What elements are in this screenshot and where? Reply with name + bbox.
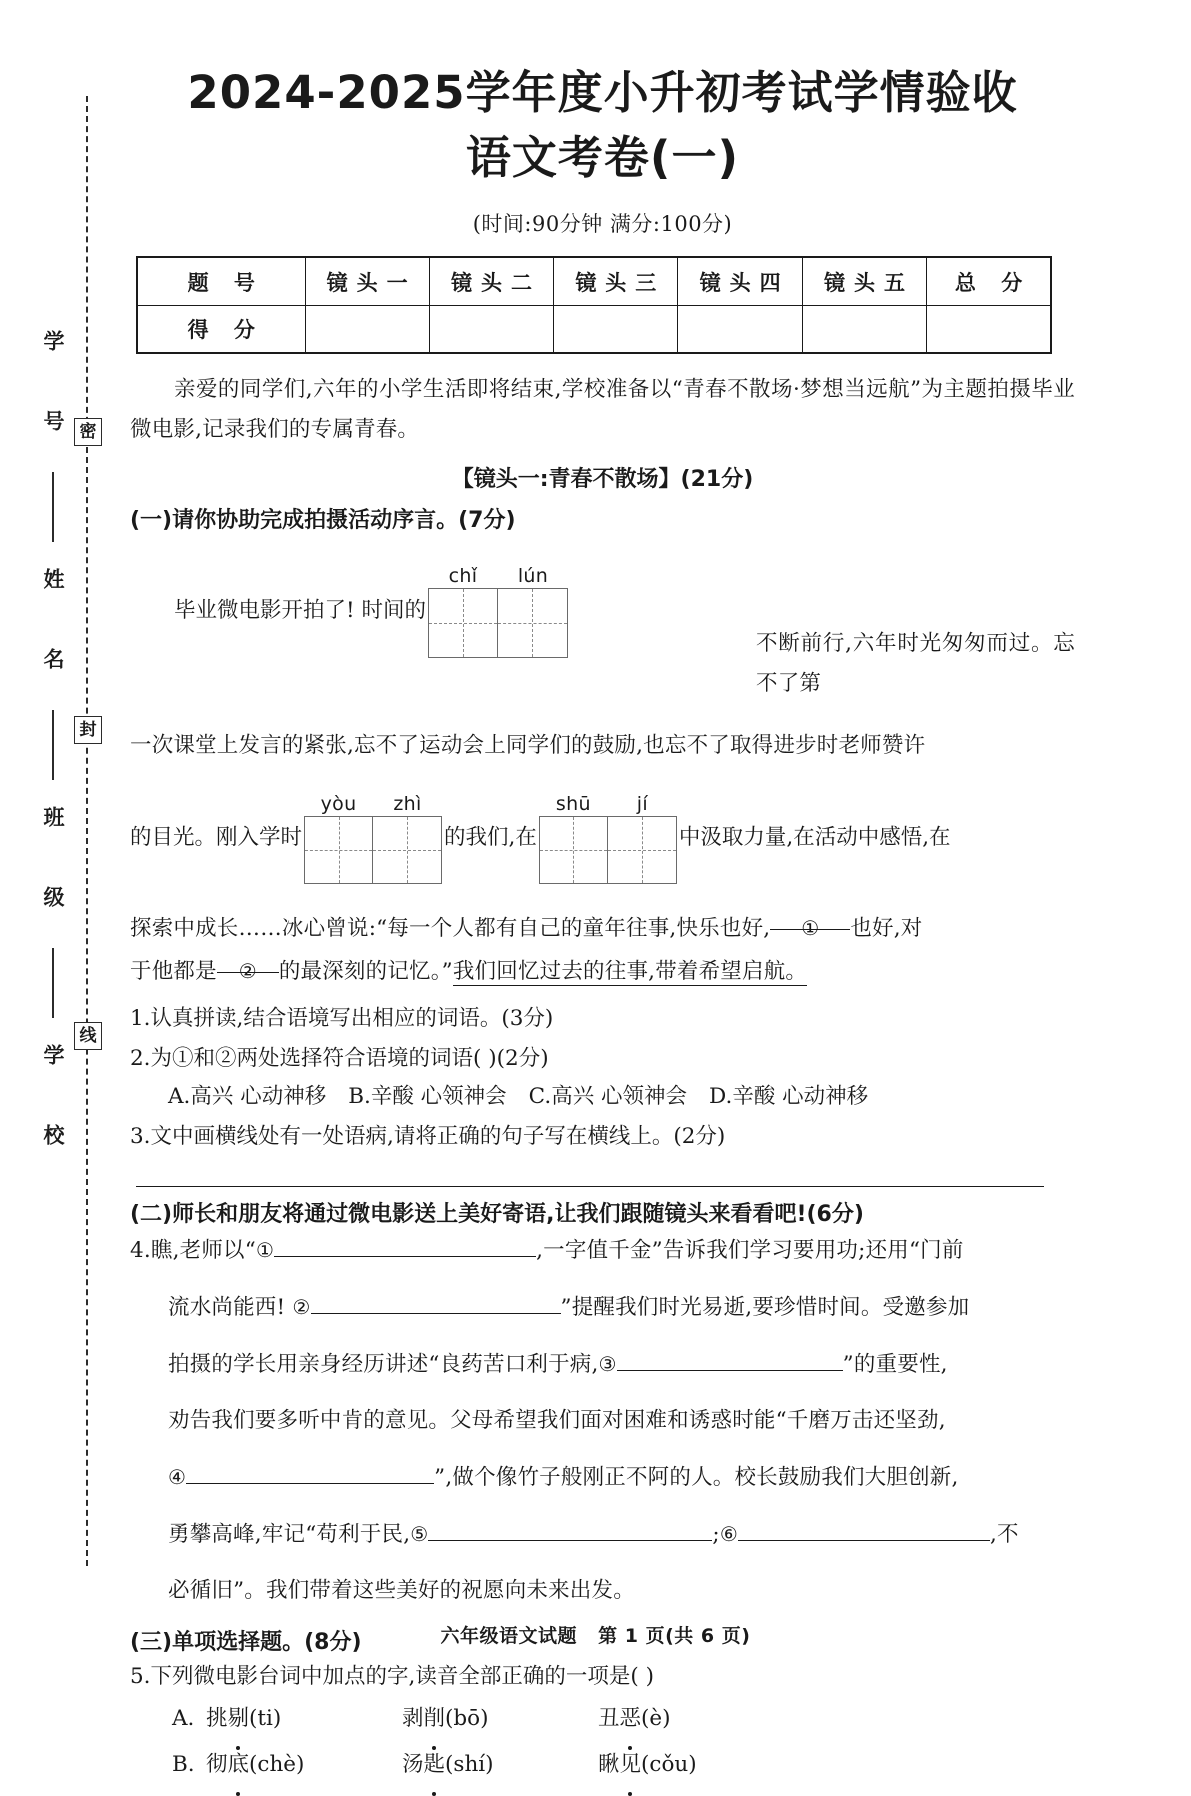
intro-paragraph: 亲爱的同学们,六年的小学生活即将结束,学校准备以“青春不散场·梦想当远航”为主题拍摄毕业微电影,记录我们的专属青春。 [130, 377, 1075, 443]
q4-blank-4[interactable] [186, 1462, 434, 1484]
q5-b-item-3-dotchar: 见 [620, 1742, 642, 1788]
part-two-heading: (二)师长和朋友将通过微电影送上美好寄语,让我们跟随镜头来看看吧!(6分) [130, 1202, 864, 1228]
q2-option-a[interactable]: A.高兴 心动神移 [168, 1084, 327, 1110]
q2-option-b[interactable]: B.辛酸 心领神会 [348, 1084, 507, 1110]
part-three-heading: (三)单项选择题。(8分) [130, 1630, 362, 1656]
q5-a-item-1-pre: 挑 [206, 1706, 228, 1732]
q4-seg-1: 4.瞧,老师以“ [130, 1238, 256, 1264]
binding-strip [0, 0, 130, 1684]
seal-char-xian: 线 [74, 1022, 102, 1050]
page-title-line2: 语文考卷(一) [465, 131, 740, 185]
q4-marker-2: ② [292, 1295, 311, 1320]
q5-a-item-2 [402, 1696, 598, 1742]
blank-marker-2: ② [238, 959, 257, 984]
q5-a-item-3-pre: 丑 [598, 1706, 620, 1732]
pinyin-label-shuji [539, 792, 677, 816]
q5-b-item-3 [598, 1742, 794, 1788]
q4-marker-1: ① [255, 1238, 275, 1263]
q2-option-c[interactable]: C.高兴 心领神会 [528, 1084, 688, 1110]
question-3: 3.文中画横线处有一处语病,请将正确的句子写在横线上。(2分) [130, 1124, 726, 1150]
page-title-line1: 2024-2025学年度小升初考试学情验收 [187, 66, 1018, 119]
inline-blank-1[interactable] [770, 908, 850, 941]
exam-info: (时间:90分钟 满分:100分) [472, 212, 733, 237]
score-table [136, 256, 1052, 354]
passage-line-1-tail: 不断前行,六年时光匆匆而过。忘不了第 [756, 631, 1075, 697]
q5-b-item-1-py: (chè) [249, 1752, 305, 1778]
score-cell-total[interactable] [927, 305, 1051, 353]
q4-blank-5[interactable] [428, 1519, 712, 1541]
score-table-col-total: 总 分 [927, 257, 1051, 305]
table-row-score [137, 305, 1051, 353]
q5-option-b-label: B. [172, 1752, 195, 1778]
q2-option-d[interactable]: D.辛酸 心动神移 [709, 1084, 869, 1110]
char-grid-youzhi[interactable] [304, 816, 442, 884]
seal-char-mi: 密 [74, 418, 102, 446]
passage-seg-3a: 的目光。刚入学时 [130, 825, 303, 851]
question-5-option-b[interactable] [130, 1742, 1075, 1788]
passage-line-2: 一次课堂上发言的紧张,忘不了运动会上同学们的鼓励,也忘不了取得进步时老师赞许 [130, 733, 926, 759]
question-4-line-2: 流水尚能西! ② ”提醒我们时光易逝,要珍惜时间。受邀参加 [130, 1287, 1075, 1328]
question-4-line-6: 勇攀高峰,牢记“苟利于民,⑤ ;⑥ ,不 [130, 1514, 1075, 1555]
q5-b-item-2-dotchar: 匙 [424, 1742, 446, 1788]
score-table-col-1: 镜头一 [305, 257, 429, 305]
binding-field-xuexiao: 学 校 [41, 1044, 66, 1162]
q5-b-item-1 [206, 1742, 402, 1788]
pinyin-syllable-chi: chǐ [448, 565, 478, 588]
score-table-col-5: 镜头五 [802, 257, 926, 305]
q5-a-item-3-py: (è) [641, 1706, 671, 1732]
score-cell-4[interactable] [678, 305, 802, 353]
score-cell-2[interactable] [429, 305, 553, 353]
pinyin-syllable-zhi: zhì [393, 793, 422, 816]
question-4-line-5: ④ ”,做个像竹子般刚正不阿的人。校长鼓励我们大胆创新, [130, 1457, 1075, 1498]
pinyin-box-chilun[interactable] [428, 564, 568, 658]
pinyin-label-chilun [428, 564, 568, 588]
score-table-col-2: 镜头二 [429, 257, 553, 305]
question-4-line-3: 拍摄的学长用亲身经历讲述“良药苦口利于病,③ ”的重要性, [130, 1344, 1075, 1385]
grammar-error-sentence: 我们回忆过去的往事,带着希望启航。 [452, 959, 808, 985]
score-table-score-label: 得 分 [137, 305, 305, 353]
score-cell-5[interactable] [802, 305, 926, 353]
question-5-option-a[interactable] [130, 1696, 1075, 1742]
char-cell[interactable] [608, 817, 676, 883]
q4-blank-6[interactable] [738, 1519, 990, 1541]
char-cell[interactable] [373, 817, 441, 883]
q4-marker-5: ⑤ [410, 1522, 429, 1547]
page-footer [0, 1621, 1191, 1648]
pinyin-box-shuji[interactable] [539, 792, 677, 884]
char-cell[interactable] [540, 817, 608, 883]
q4-marker-4: ④ [168, 1465, 187, 1490]
score-cell-3[interactable] [554, 305, 678, 353]
inline-blank-2[interactable] [217, 951, 279, 984]
question-2-options [130, 1078, 1075, 1116]
q5-b-item-2-py: (shí) [445, 1752, 494, 1778]
score-cell-1[interactable] [305, 305, 429, 353]
pinyin-syllable-ji: jí [636, 793, 648, 816]
pinyin-label-youzhi [304, 792, 442, 816]
q5-a-item-2-pre: 剥 [402, 1706, 424, 1732]
passage-seg-3c: 中汲取力量,在活动中感悟,在 [678, 825, 951, 851]
binding-field-xingming: 姓 名 [41, 568, 66, 686]
q5-a-item-1-py: (ti) [249, 1706, 282, 1732]
q5-b-item-3-py: (cǒu) [641, 1752, 697, 1778]
q5-option-a-label: A. [172, 1706, 195, 1732]
pinyin-syllable-shu: shū [555, 793, 591, 816]
binding-field-xuehao: 学 号 [41, 330, 66, 448]
q4-marker-6: ⑥ [719, 1522, 738, 1547]
passage-line-5: 于他都是 ② 的最深刻的记忆。”我们回忆过去的往事,带着希望启航。 [130, 951, 1075, 992]
char-cell[interactable] [305, 817, 373, 883]
q5-a-item-3-dotchar: 恶 [620, 1696, 642, 1742]
binding-divider-2 [52, 710, 54, 780]
q5-b-item-1-dotchar: 底 [228, 1742, 250, 1788]
q5-b-item-1-pre: 彻 [206, 1752, 228, 1778]
char-cell[interactable] [498, 589, 567, 657]
q5-a-item-1-dotchar: 剔 [228, 1696, 250, 1742]
char-grid-shuji[interactable] [539, 816, 677, 884]
answer-line-q3[interactable] [136, 1186, 1044, 1187]
pinyin-syllable-lun: lún [517, 565, 549, 588]
binding-field-list [26, 330, 80, 1172]
score-table-col-3: 镜头三 [554, 257, 678, 305]
q5-b-item-3-pre: 瞅 [598, 1752, 620, 1778]
question-4-line-7: 必循旧”。我们带着这些美好的祝愿向未来出发。 [168, 1578, 635, 1604]
char-grid-chilun[interactable] [428, 588, 568, 658]
passage-line-3 [130, 792, 1075, 884]
blank-marker-1: ① [801, 916, 820, 941]
q4-marker-3: ③ [598, 1352, 617, 1377]
scene-one-heading: 【镜头一:青春不散场】(21分) [451, 467, 754, 493]
question-5[interactable]: 5.下列微电影台词中加点的字,读音全部正确的一项是( ) [130, 1664, 654, 1690]
passage-line-4: 探索中成长……冰心曾说:“每一个人都有自己的童年往事,快乐也好, ① 也好,对 [130, 908, 1075, 949]
passage-seg-1: 毕业微电影开拍了! 时间的 [174, 598, 426, 624]
seal-char-feng: 封 [74, 716, 102, 744]
question-1: 1.认真拼读,结合语境写出相应的词语。(3分) [130, 1006, 554, 1032]
question-4-line-1: 4.瞧,老师以“① ,一字值千金”告诉我们学习要用功;还用“门前 [130, 1230, 1075, 1271]
char-cell[interactable] [429, 589, 498, 657]
q5-a-item-3 [598, 1696, 794, 1742]
score-table-col-4: 镜头四 [678, 257, 802, 305]
q5-b-item-2 [402, 1742, 598, 1788]
binding-field-banji: 班 级 [41, 806, 66, 924]
pinyin-syllable-you: yòu [320, 793, 357, 816]
binding-dashed-line [86, 96, 88, 1566]
q5-b-item-2-pre: 汤 [402, 1752, 424, 1778]
part-one-heading: (一)请你协助完成拍摄活动序言。(7分) [130, 508, 516, 534]
q5-a-item-2-dotchar: 削 [424, 1696, 446, 1742]
q4-blank-2[interactable] [311, 1292, 561, 1314]
footer-subject: 六年级语文试题 [440, 1625, 578, 1647]
passage-line-1 [130, 564, 1075, 658]
q4-blank-3[interactable] [617, 1349, 843, 1371]
q5-a-item-2-py: (bō) [445, 1706, 489, 1732]
passage-seg-3b: 的我们,在 [444, 825, 537, 851]
question-4-line-4: 劝告我们要多听中肯的意见。父母希望我们面对困难和诱惑时能“千磨万击还坚劲, [168, 1408, 946, 1434]
footer-page-number: 第 1 页(共 6 页) [598, 1625, 751, 1647]
question-2[interactable]: 2.为①和②两处选择符合语境的词语( )(2分) [130, 1046, 549, 1072]
exam-page [130, 0, 1075, 1788]
q5-a-item-1 [206, 1696, 402, 1742]
score-table-row-label: 题 号 [137, 257, 305, 305]
pinyin-box-youzhi[interactable] [304, 792, 442, 884]
binding-divider-1 [52, 472, 54, 542]
binding-divider-3 [52, 948, 54, 1018]
q4-blank-1[interactable] [274, 1235, 536, 1257]
table-row-header [137, 257, 1051, 305]
